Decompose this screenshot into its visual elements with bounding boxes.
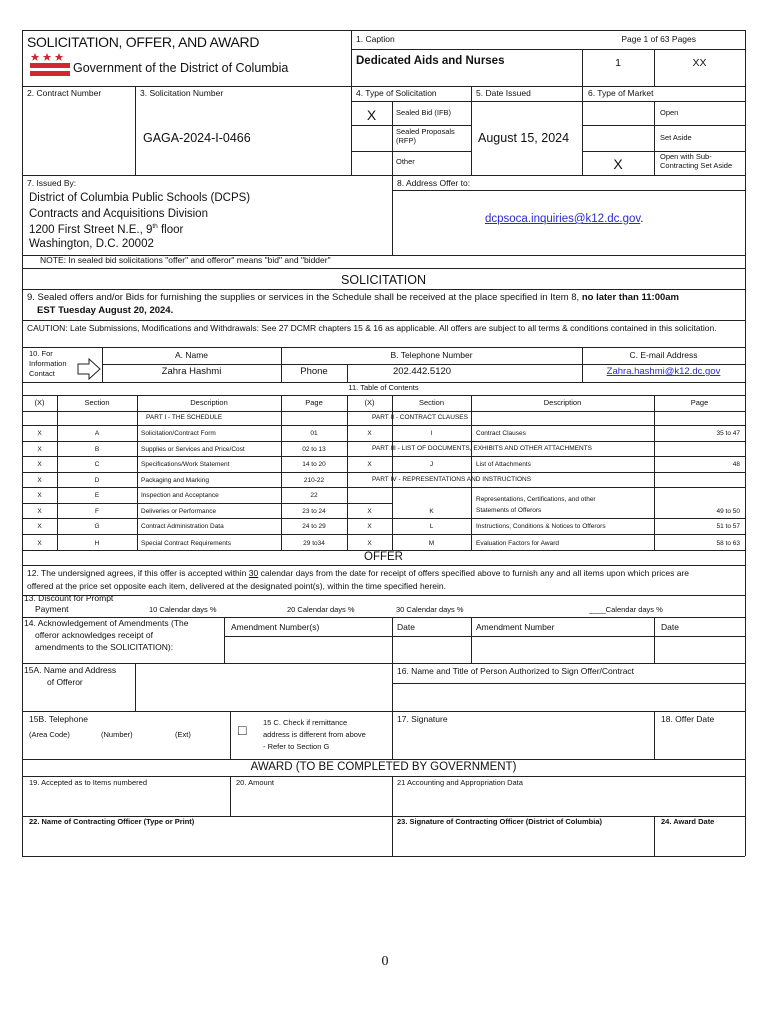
item-9-text: 9. Sealed offers and/or Bids for furnishing the supplies or services in the Schedule shall be received at the place specified in Item 8, no later than 11:00am [27, 292, 679, 303]
issuer-line-1: District of Columbia Public Schools (DCPS) [29, 192, 251, 204]
toc-x: X [37, 492, 42, 499]
caption-value: Dedicated Aids and Nurses [356, 55, 505, 67]
offer-email[interactable]: dcpsoca.inquiries@k12.dc.gov. [485, 213, 644, 225]
toc-section: C [94, 461, 100, 468]
offeror-name-address-label-2: of Offeror [47, 677, 83, 687]
amendment-date-header: Date [397, 622, 415, 632]
sealed-proposals-option: Sealed Proposals (RFP) [396, 127, 455, 145]
toc-description: List of Attachments [476, 461, 531, 468]
toc-page: 51 to 57 [716, 523, 740, 530]
toc-x: X [367, 540, 372, 547]
authorized-person-label: 16. Name and Title of Person Authorized to Sign Offer/Contract [397, 666, 635, 676]
solicitation-number: GAGA-2024-I-0466 [143, 131, 251, 145]
toc-page: 23 to 24 [302, 508, 326, 515]
phone-label: B. Telephone Number [390, 350, 473, 360]
caution-text: CAUTION: Late Submissions, Modifications and Withdrawals: See 27 DCMR chapters 15 & 16 as applicable. All offers are subject to all terms & conditions contained in this solicitation. [27, 323, 717, 333]
caption-label: 1. Caption [356, 34, 395, 44]
toc-x: X [37, 430, 42, 437]
toc-page: 58 to 63 [716, 540, 740, 547]
market-open-option: Open [660, 108, 679, 117]
amendment-date-header-2: Date [661, 622, 679, 632]
toc-x: X [367, 523, 372, 530]
toc-header-x-2: (X) [364, 398, 375, 407]
accounting-label: 21 Accounting and Appropriation Data [397, 778, 523, 787]
date-issued-label: 5. Date Issued [476, 88, 531, 98]
toc-part-2: PART II - CONTRACT CLAUSES [372, 414, 468, 421]
offeror-name-address-label: 15A. Name and Address [24, 665, 117, 675]
address-offer-label: 8. Address Offer to: [397, 178, 471, 188]
page-number-field: 1 [615, 57, 621, 69]
toc-section: D [94, 477, 100, 484]
offer-date-label: 18. Offer Date [661, 714, 715, 724]
toc-page: 22 [310, 492, 318, 499]
toc-description: Evaluation Factors for Award [476, 540, 559, 547]
toc-section: A [94, 430, 100, 437]
toc-header-page: Page [305, 398, 323, 407]
remittance-label-3: - Refer to Section G [263, 742, 330, 751]
market-set-aside-option: Set Aside [660, 133, 692, 142]
toc-section: I [430, 430, 433, 437]
sealed-bid-checkmark[interactable]: X [366, 107, 377, 123]
toc-x: X [367, 461, 372, 468]
amendments-label-2: offeror acknowledges receipt of [35, 630, 153, 640]
dc-flag-icon [30, 50, 70, 78]
discount-20-days: 20 Calendar days % [287, 605, 355, 614]
form-title: SOLICITATION, OFFER, AND AWARD [27, 34, 260, 50]
signature-label: 17. Signature [397, 714, 448, 724]
amendments-label-3: amendments to the SOLICITATION): [35, 642, 174, 652]
page-count: Page 1 of 63 Pages [621, 34, 696, 44]
item-12-text: 12. The undersigned agrees, if this offer is accepted within 30 calendar days from the date for receipt of offers specified above to furnish any and all items upon which prices are [27, 568, 690, 578]
award-date-label: 24. Award Date [661, 817, 715, 826]
award-heading: AWARD (TO BE COMPLETED BY GOVERNMENT) [250, 761, 517, 773]
toc-x: X [37, 508, 42, 515]
toc-page: 24 to 29 [302, 523, 326, 530]
issuer-line-3: 1200 First Street N.E., 9th floor [29, 223, 184, 236]
toc-header-section-2: Section [418, 398, 445, 407]
toc-x: X [37, 477, 42, 484]
toc-page: 35 to 47 [716, 430, 740, 437]
toc-page: 29 to34 [303, 540, 325, 547]
toc-section: G [94, 523, 100, 530]
amendment-number-header: Amendment Number [476, 622, 555, 632]
contact-email[interactable]: Zahra.hashmi@k12.dc.gov [606, 366, 721, 377]
toc-x: X [37, 523, 42, 530]
amendments-label: 14. Acknowledgement of Amendments (The [24, 618, 189, 628]
contracting-officer-label: 22. Name of Contracting Officer (Type or Print) [29, 817, 195, 826]
amendment-numbers-header: Amendment Number(s) [231, 622, 320, 632]
discount-label: 13. Discount for Prompt [24, 593, 114, 603]
toc-description: Representations, Certifications, and other [476, 496, 596, 503]
officer-signature-label: 23. Signature of Contracting Officer (District of Columbia) [397, 817, 603, 826]
discount-label-2: Payment [35, 604, 69, 614]
toc-section: H [94, 540, 100, 547]
toc-section: L [429, 523, 434, 530]
solicitation-heading: SOLICITATION [341, 273, 426, 287]
contact-name: Zahra Hashmi [161, 366, 222, 377]
accepted-items-label: 19. Accepted as to Items numbered [29, 778, 147, 787]
other-option: Other [396, 157, 415, 166]
flag-bar-2 [30, 71, 70, 76]
ext-label: (Ext) [175, 730, 191, 739]
toc-header-page-2: Page [690, 398, 709, 407]
toc-section: E [94, 492, 100, 499]
date-issued: August 15, 2024 [478, 131, 570, 145]
page-footer-number: 0 [381, 954, 389, 969]
toc-section: F [95, 508, 99, 515]
toc-description: Statements of Offerors [476, 507, 542, 514]
toc-x: X [367, 430, 372, 437]
issuer-line-4: Washington, D.C. 20002 [29, 238, 154, 250]
toc-page: 48 [732, 461, 740, 468]
market-type-label: 6. Type of Market [588, 88, 654, 98]
toc-header-x: (X) [34, 398, 45, 407]
sealed-bid-note: NOTE: In sealed bid solicitations "offer" and offeror" means "bid" and "bidder" [40, 255, 331, 265]
toc-description: Special Contract Requirements [141, 540, 231, 547]
contact-name-label: A. Name [174, 350, 209, 360]
toc-part-4: PART IV - REPRESENTATIONS AND INSTRUCTIONS [372, 476, 532, 483]
toc-part-1: PART I - THE SCHEDULE [146, 414, 223, 421]
toc-part-3: PART III - LIST OF DOCUMENTS, EXHIBITS AND OTHER ATTACHMENTS [372, 445, 592, 452]
toc-header-description-2: Description [543, 398, 582, 407]
toc-x: X [37, 540, 42, 547]
toc-page: 02 to 13 [302, 446, 326, 453]
toc-header-description: Description [190, 398, 228, 407]
telephone-label: 15B. Telephone [29, 714, 88, 724]
phone-word: Phone [300, 366, 328, 377]
toc-description: Supplies or Services and Price/Cost [141, 446, 245, 453]
toc-description: Packaging and Marking [141, 477, 209, 484]
page-xx-field: XX [692, 57, 707, 69]
toc-description: Deliveries or Performance [141, 508, 217, 515]
toc-section: B [94, 446, 100, 453]
toc-description: Specifications/Work Statement [141, 461, 230, 468]
sealed-bid-option: Sealed Bid (IFB) [396, 108, 452, 117]
toc-description: Inspection and Acceptance [141, 492, 219, 499]
market-open-sub-option: Open with Sub-Contracting Set Aside [660, 152, 733, 170]
toc-description: Instructions, Conditions & Notices to Offerors [476, 523, 606, 530]
toc-header-section: Section [84, 398, 110, 407]
toc-section: J [429, 461, 434, 468]
toc-x: X [37, 461, 42, 468]
toc-x: X [37, 446, 42, 453]
solicitation-number-label: 3. Solicitation Number [140, 88, 224, 98]
item-12-text-2: offered at the price set opposite each item, delivered at the designated point(s), within the time specified herein. [27, 581, 446, 591]
toc-page: 49 to 50 [716, 508, 740, 515]
area-code-label: (Area Code) [29, 730, 70, 739]
toc-description: Contract Administration Data [141, 523, 224, 530]
contact-phone: 202.442.5120 [392, 366, 452, 377]
toc-section: M [428, 540, 435, 547]
discount-30-days: 30 Calendar days % [396, 605, 464, 614]
solicitation-type-label: 4. Type of Solicitation [356, 88, 437, 98]
number-label: (Number) [101, 730, 133, 739]
contract-number-label: 2. Contract Number [27, 88, 102, 98]
toc-x: X [367, 508, 372, 515]
discount-custom-days: ____Calendar days % [589, 605, 663, 614]
email-label: C. E-mail Address [629, 350, 698, 360]
toc-page: 210-22 [303, 477, 325, 484]
toc-title: 11. Table of Contents [348, 383, 419, 392]
amount-label: 20. Amount [236, 778, 274, 787]
remittance-checkbox[interactable]: □ [238, 722, 247, 738]
flag-bar-1 [30, 63, 70, 68]
info-contact-label: 10. For Information Contact [29, 349, 67, 379]
toc-page: 14 to 20 [302, 461, 326, 468]
toc-section: K [429, 508, 434, 515]
discount-10-days: 10 Calendar days % [149, 605, 217, 614]
toc-description: Solicitation/Contract Form [141, 430, 216, 437]
issued-by-label: 7. Issued By: [27, 178, 77, 188]
offer-heading: OFFER [364, 551, 403, 563]
open-sub-checkmark[interactable]: X [613, 156, 623, 172]
remittance-label: 15 C. Check if remittance [263, 718, 348, 727]
government-name: Government of the District of Columbia [73, 61, 289, 75]
remittance-label-2: address is different from above [263, 730, 366, 739]
arrow-right-icon [77, 358, 101, 380]
issuer-line-2: Contracts and Acquisitions Division [29, 208, 208, 220]
toc-description: Contract Clauses [476, 430, 526, 437]
toc-page: 01 [310, 430, 318, 437]
item-9-deadline: EST Tuesday August 20, 2024. [37, 305, 174, 316]
